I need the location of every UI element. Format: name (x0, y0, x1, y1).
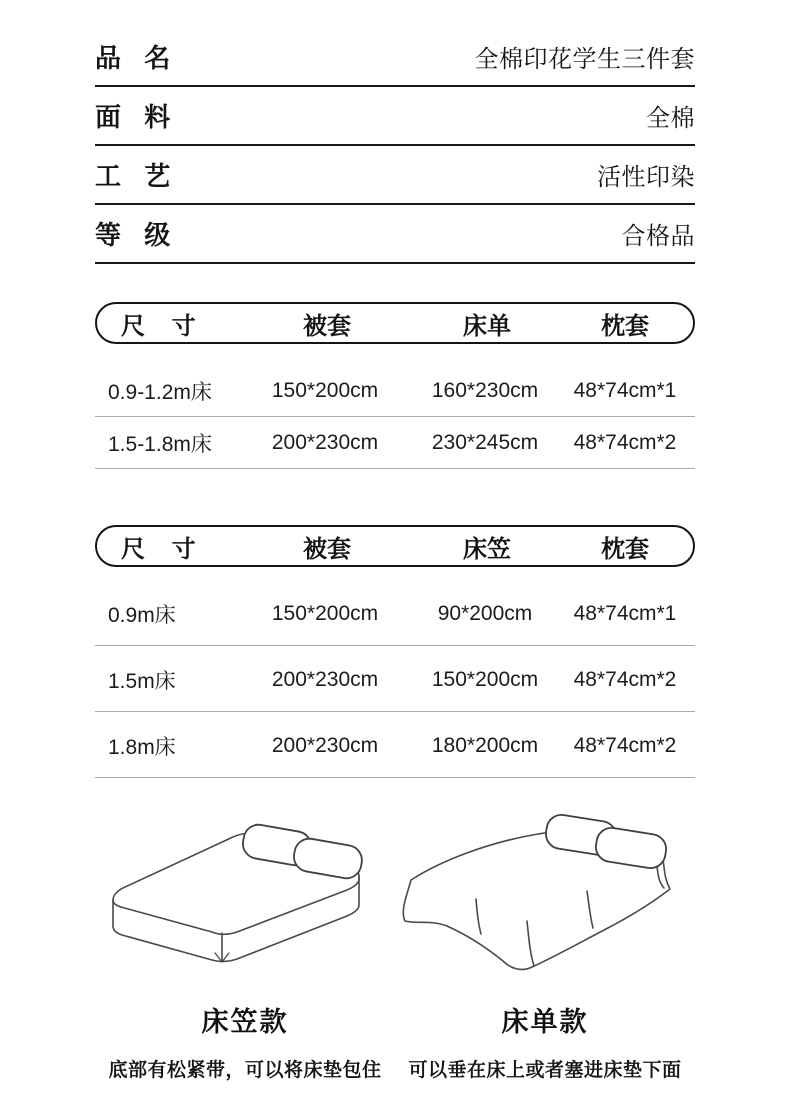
cell-sheet-size: 230*245cm (431, 430, 539, 454)
cell-duvet-size: 200*230cm (271, 430, 379, 454)
spec-value: 合格品 (621, 223, 695, 250)
product-attributes (95, 0, 695, 264)
figure-fitted-sheet (95, 802, 395, 1082)
spec-row-fabric (95, 87, 695, 146)
figure-flat-sheet (395, 802, 695, 1082)
column-header-pillowcase: 枕套 (601, 535, 649, 563)
spec-row-grade (95, 205, 695, 264)
cell-pillow-size: 48*74cm*2 (573, 430, 677, 454)
size-table-header (95, 525, 695, 567)
column-header-fitted-sheet: 床笠 (463, 535, 511, 563)
cell-fitted-size: 150*200cm (431, 667, 539, 691)
table-row (95, 417, 695, 469)
size-table-fitted-sheet (95, 525, 695, 778)
sheet-style-figures (95, 802, 695, 1082)
spec-label: 面 料 (95, 102, 172, 132)
cell-pillow-size: 48*74cm*1 (573, 378, 677, 402)
spec-value: 全棉 (646, 105, 695, 132)
table-row (95, 646, 695, 712)
column-header-pillowcase: 枕套 (601, 312, 649, 340)
cell-duvet-size: 150*200cm (271, 378, 379, 402)
size-table-flat-sheet (95, 302, 695, 469)
spec-label: 品 名 (95, 43, 172, 73)
fitted-sheet-bed-illustration (95, 802, 395, 992)
cell-duvet-size: 150*200cm (271, 601, 379, 625)
figure-caption: 床单款 (501, 1007, 589, 1037)
size-table-header (95, 302, 695, 344)
table-row (95, 712, 695, 778)
cell-pillow-size: 48*74cm*2 (573, 733, 677, 757)
cell-bed-size: 1.8m床 (108, 735, 176, 759)
column-header-size: 尺 寸 (121, 535, 196, 563)
spec-row-name (95, 28, 695, 87)
column-header-size: 尺 寸 (121, 312, 196, 340)
cell-bed-size: 0.9-1.2m床 (108, 380, 212, 404)
column-header-flat-sheet: 床单 (463, 312, 511, 340)
cell-pillow-size: 48*74cm*2 (573, 667, 677, 691)
spec-row-craft (95, 146, 695, 205)
table-row (95, 580, 695, 646)
column-header-duvet-cover: 被套 (303, 312, 351, 340)
cell-bed-size: 1.5m床 (108, 669, 176, 693)
table-row (95, 365, 695, 417)
cell-bed-size: 0.9m床 (108, 603, 176, 627)
figure-caption: 床笠款 (201, 1007, 289, 1037)
cell-fitted-size: 180*200cm (431, 733, 539, 757)
spec-value: 全棉印花学生三件套 (474, 46, 695, 73)
cell-duvet-size: 200*230cm (271, 733, 379, 757)
figure-note: 底部有松紧带，可以将床垫包住 (108, 1060, 382, 1081)
cell-bed-size: 1.5-1.8m床 (108, 432, 212, 456)
cell-pillow-size: 48*74cm*1 (573, 601, 677, 625)
column-header-duvet-cover: 被套 (303, 535, 351, 563)
flat-sheet-bed-illustration (390, 802, 700, 992)
figure-note: 可以垂在床上或者塞进床垫下面 (408, 1060, 682, 1081)
spec-label: 工 艺 (95, 161, 172, 191)
product-spec-sheet (95, 0, 695, 1082)
cell-sheet-size: 160*230cm (431, 378, 539, 402)
cell-fitted-size: 90*200cm (437, 601, 533, 625)
spec-label: 等 级 (95, 220, 172, 250)
spec-value: 活性印染 (597, 164, 695, 191)
cell-duvet-size: 200*230cm (271, 667, 379, 691)
